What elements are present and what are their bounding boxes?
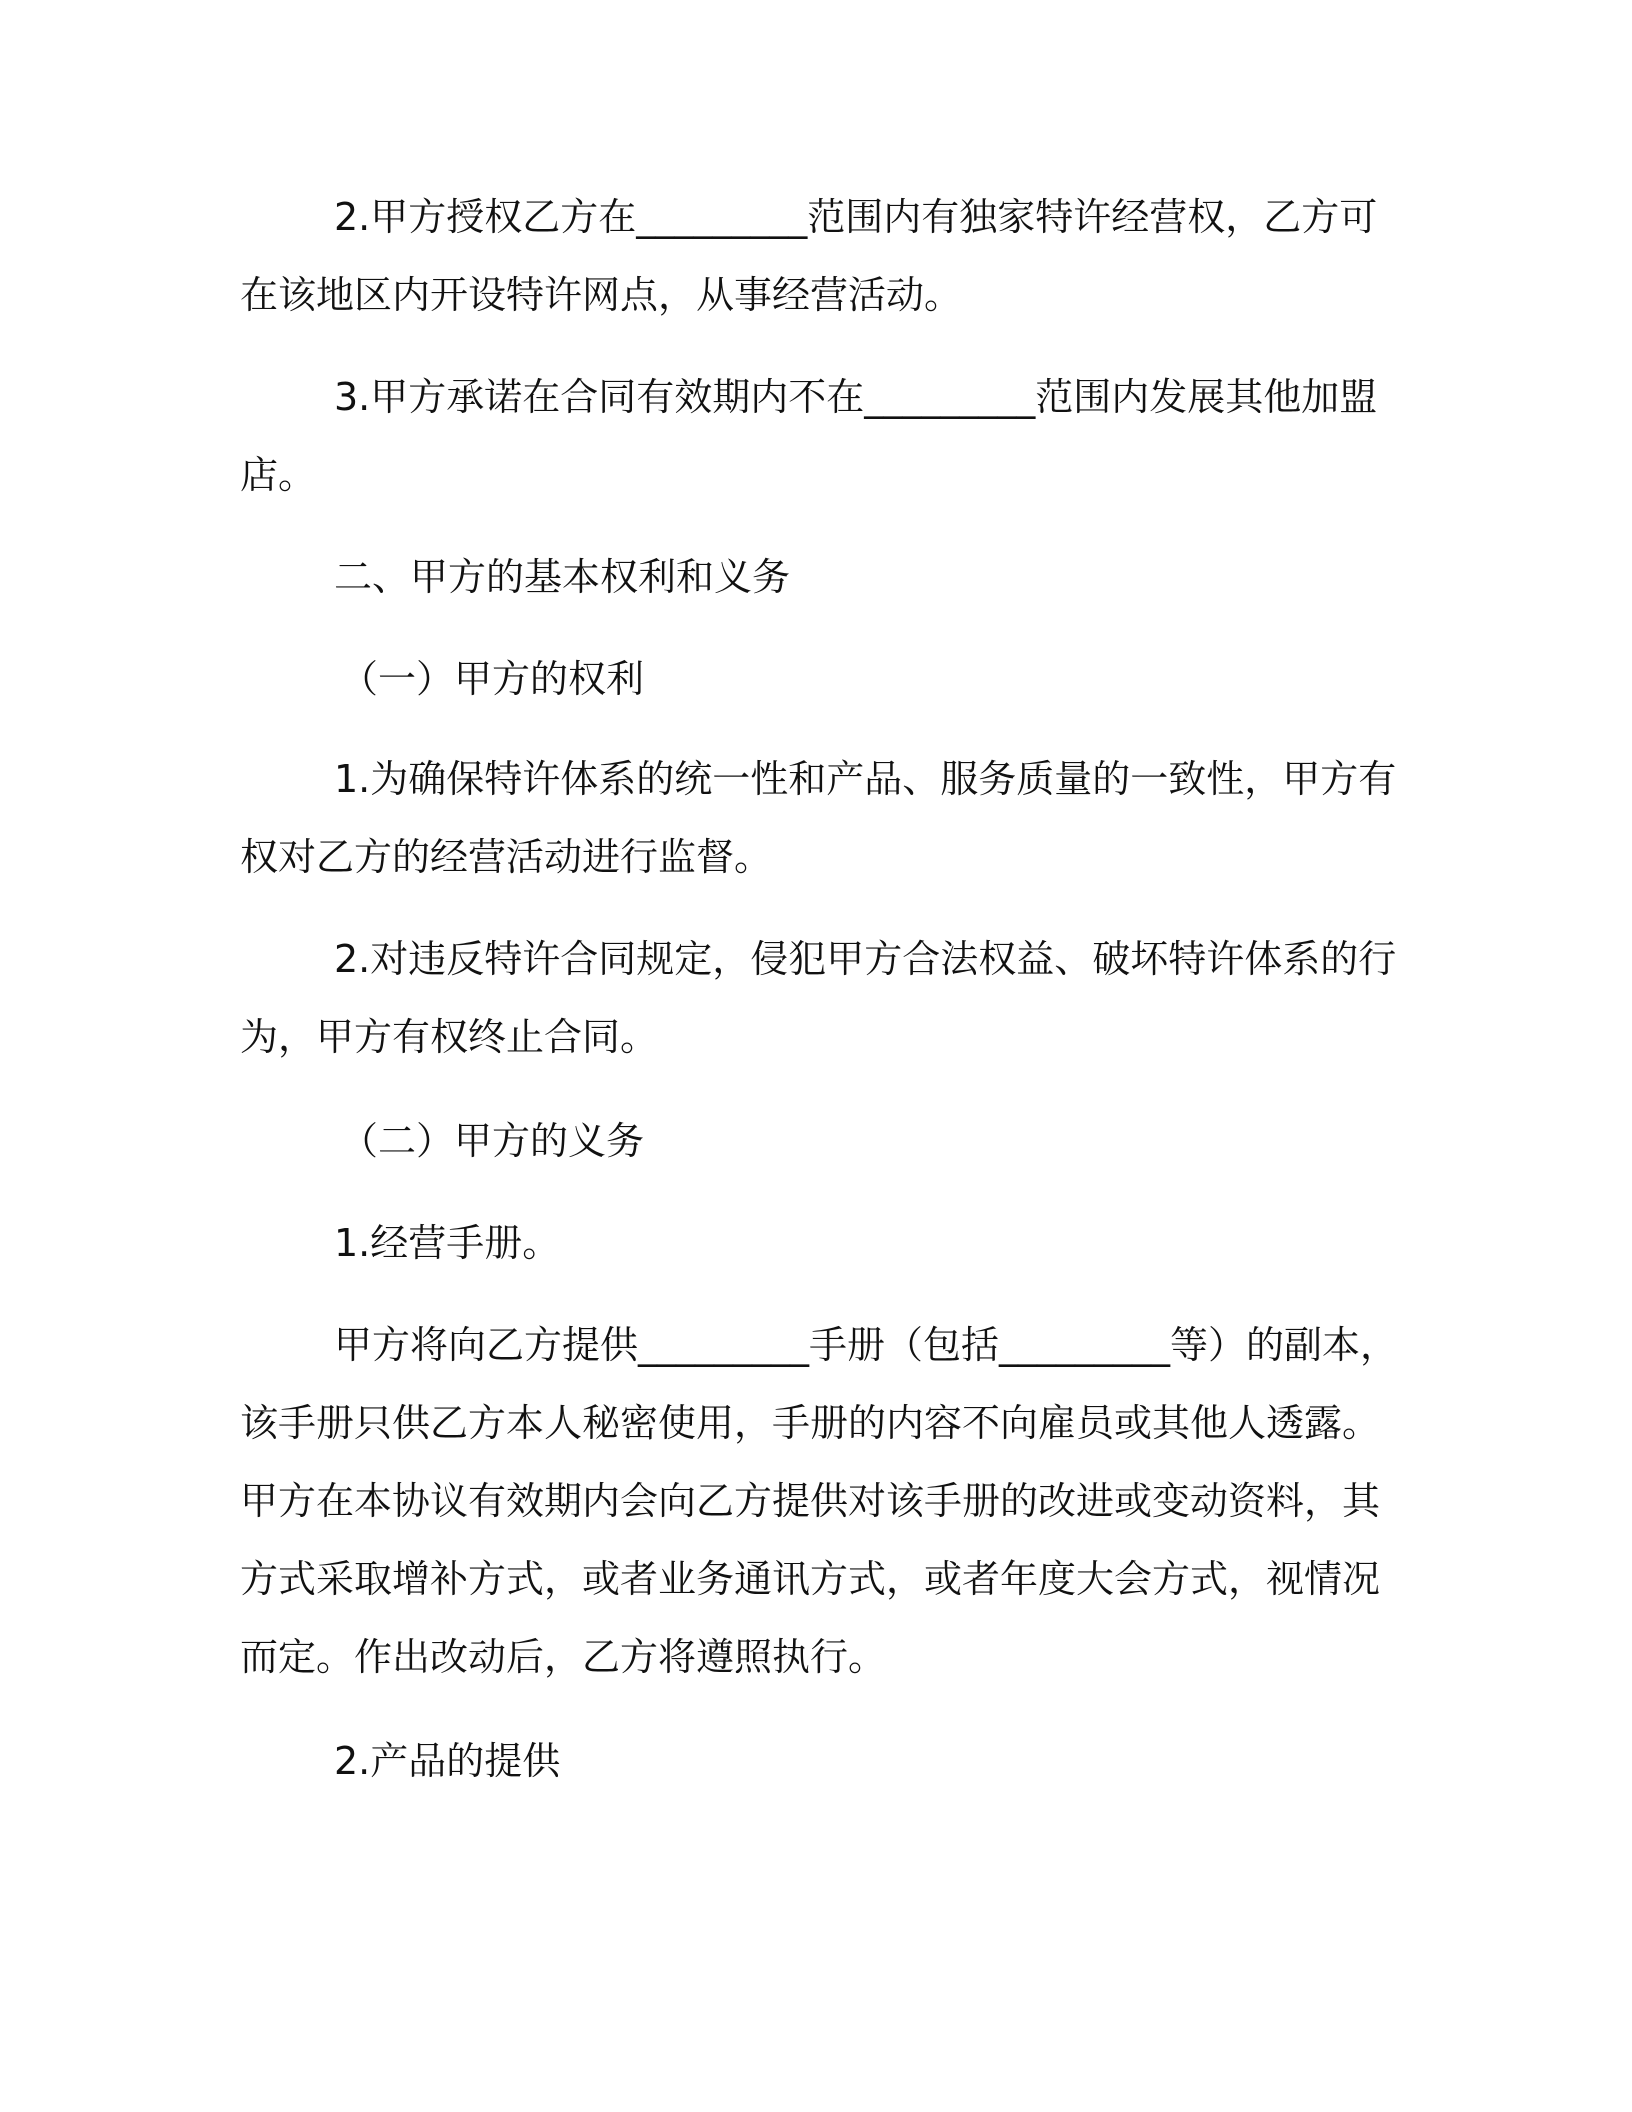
document-page — [240, 0, 1420, 2112]
section-heading-party-a-rights-obligations — [240, 538, 1415, 616]
paragraph-manual-details — [240, 1306, 1415, 1696]
paragraph-product-supply — [240, 1722, 1415, 1800]
text-line: 1.为确保特许体系的统一性和产品、服务质量的一致性，甲方有 — [334, 757, 1397, 801]
paragraph-operations-manual — [240, 1204, 1415, 1282]
text-line: 2.甲方授权乙方在_________范围内有独家特许经营权，乙方可 — [334, 195, 1378, 239]
text-line: 2.对违反特许合同规定，侵犯甲方合法权益、破坏特许体系的行 — [334, 937, 1397, 981]
paragraph-non-compete-promise — [240, 358, 1415, 514]
text-line: 在该地区内开设特许网点，从事经营活动。 — [240, 273, 963, 317]
text-line: 甲方将向乙方提供_________手册（包括_________等）的副本， — [334, 1323, 1399, 1367]
text-line: 该手册只供乙方本人秘密使用，手册的内容不向雇员或其他人透露。 — [240, 1401, 1381, 1445]
heading-text: 二、甲方的基本权利和义务 — [334, 555, 791, 599]
paragraph-supervision-right — [240, 740, 1415, 896]
heading-text: （二）甲方的义务 — [340, 1119, 645, 1163]
text-line: 方式采取增补方式，或者业务通讯方式，或者年度大会方式，视情况 — [240, 1557, 1381, 1601]
text-line: 3.甲方承诺在合同有效期内不在_________范围内发展其他加盟 — [334, 375, 1378, 419]
paragraph-termination-right — [240, 920, 1415, 1076]
text-line: 为，甲方有权终止合同。 — [240, 1015, 659, 1059]
text-line: 店。 — [240, 453, 317, 497]
text-line: 1.经营手册。 — [334, 1221, 561, 1265]
paragraph-exclusive-authorization — [240, 178, 1415, 334]
text-line: 权对乙方的经营活动进行监督。 — [240, 835, 773, 879]
subsection-heading-party-a-rights — [240, 640, 1415, 718]
text-line: 而定。作出改动后，乙方将遵照执行。 — [240, 1635, 887, 1679]
heading-text: （一）甲方的权利 — [340, 657, 645, 701]
text-line: 甲方在本协议有效期内会向乙方提供对该手册的改进或变动资料，其 — [240, 1479, 1381, 1523]
subsection-heading-party-a-obligations — [240, 1102, 1415, 1180]
text-line: 2.产品的提供 — [334, 1739, 561, 1783]
